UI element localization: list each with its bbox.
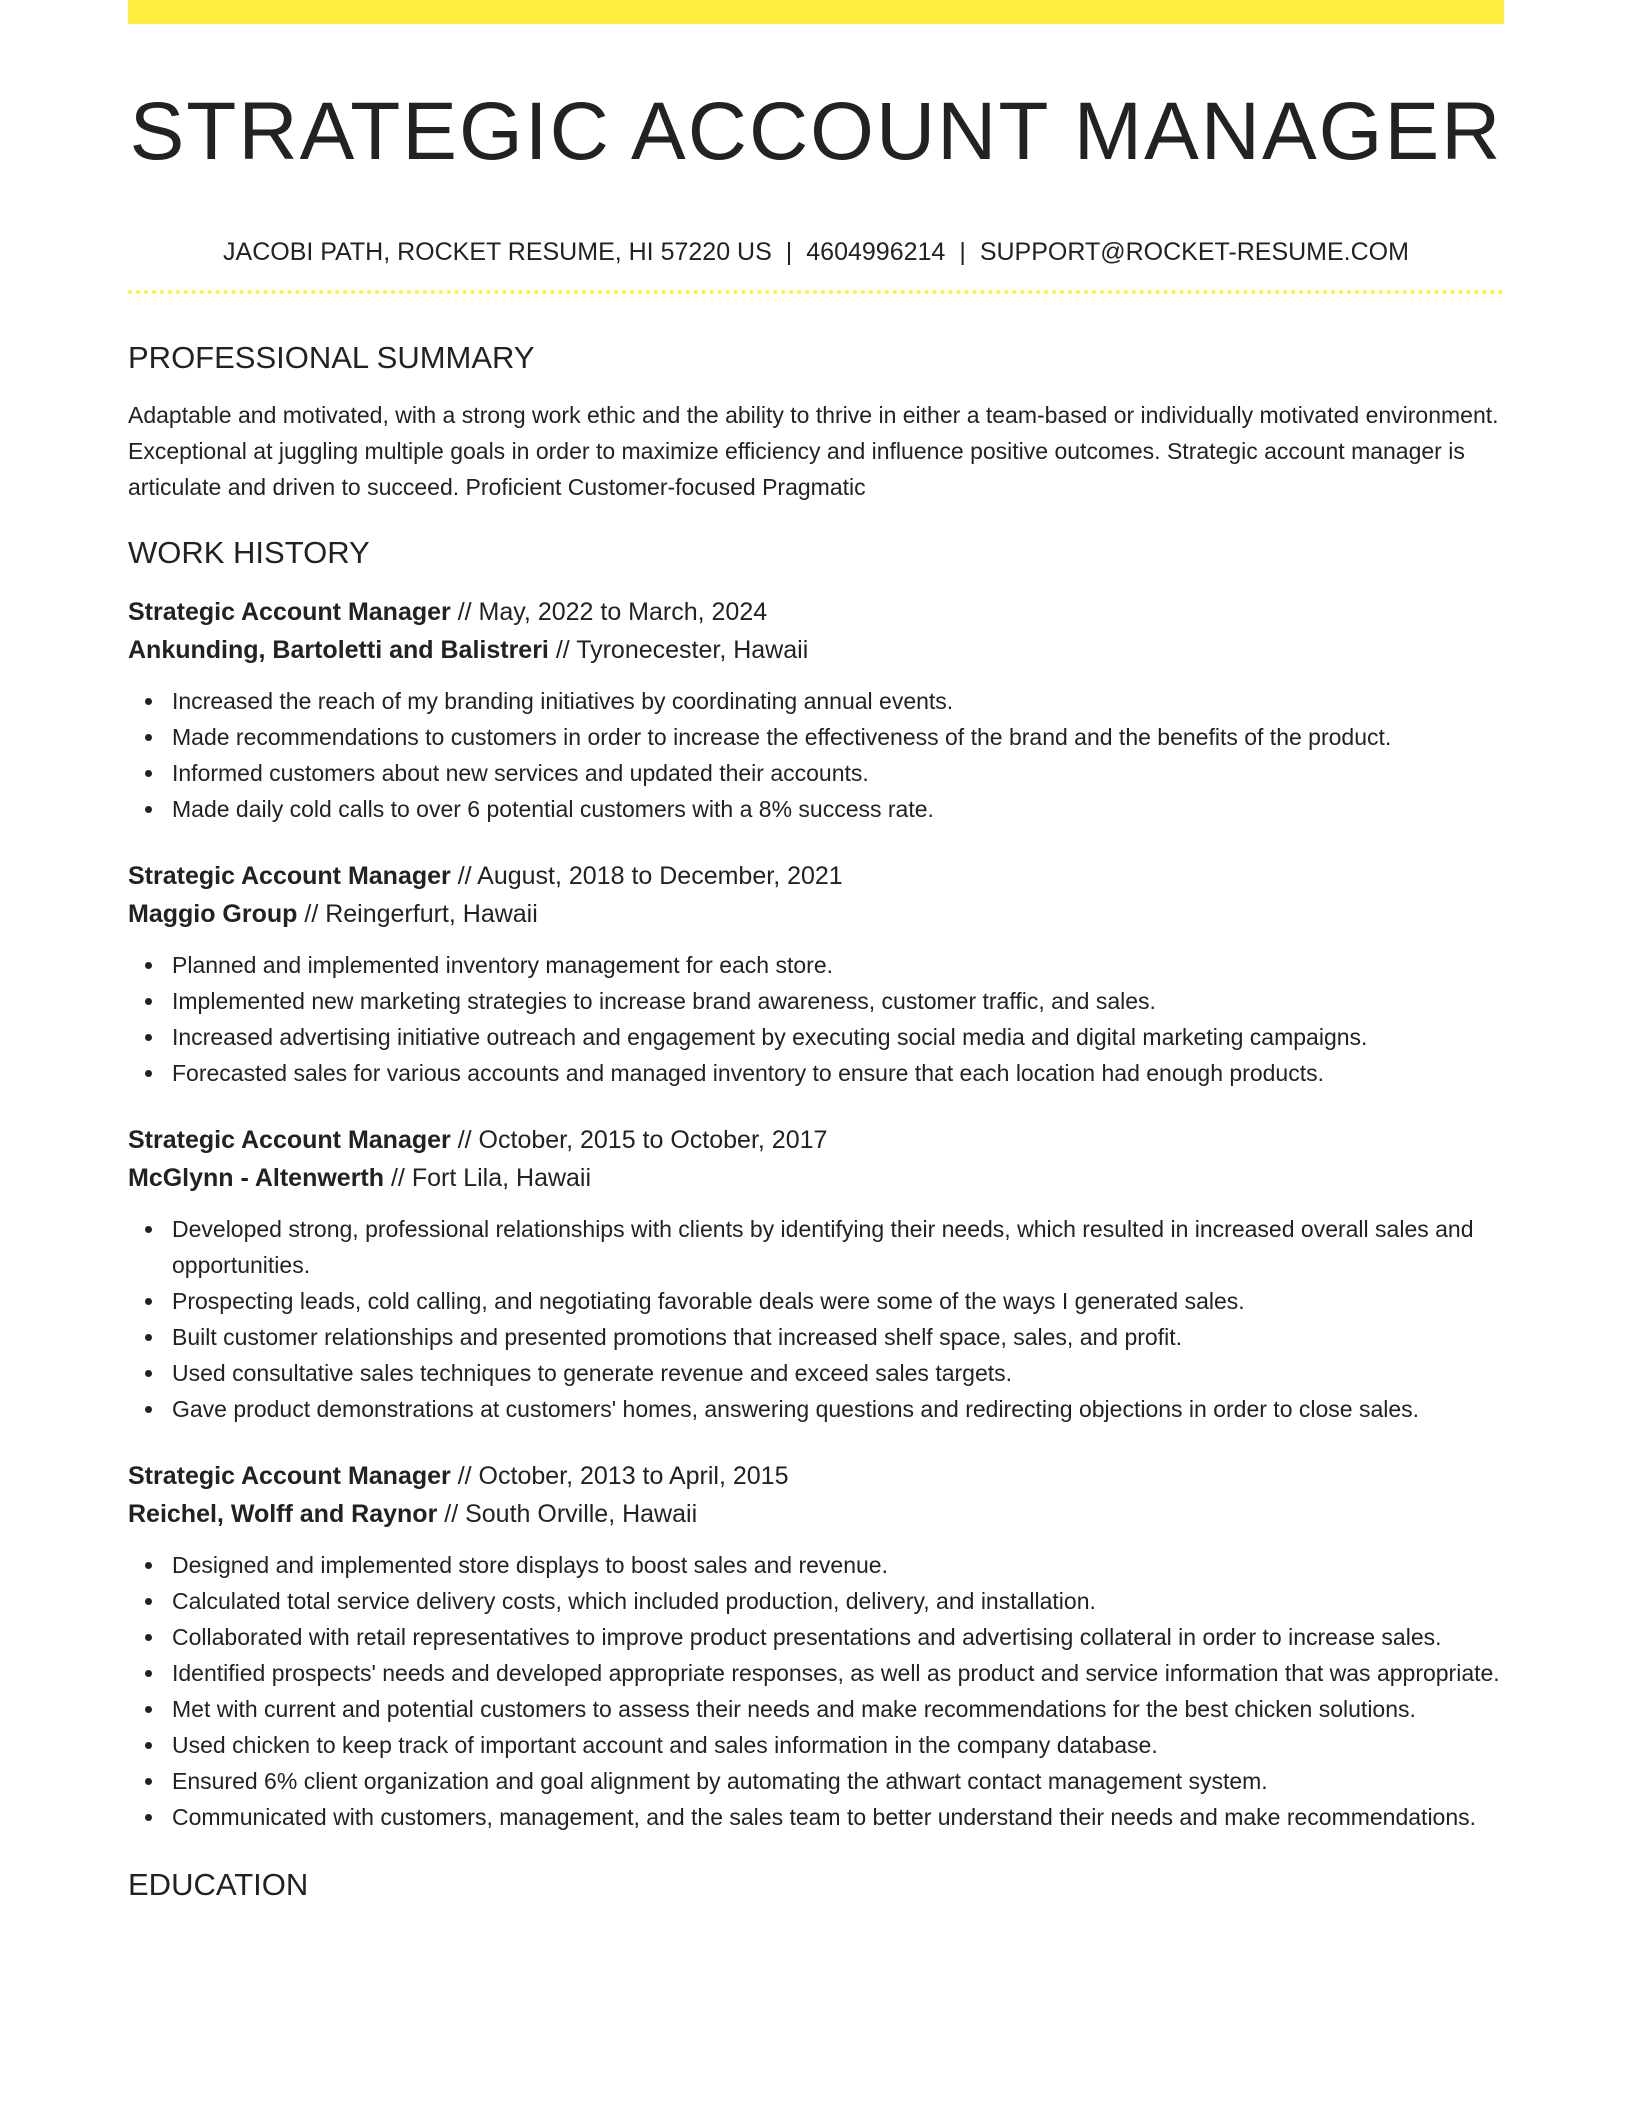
job-location: // Fort Lila, Hawaii: [384, 1164, 592, 1192]
job-role-line: [128, 1457, 1504, 1495]
job-role: Strategic Account Manager: [128, 1462, 451, 1490]
job-bullet: Ensured 6% client organization and goal alignment by automating the athwart contact management system.: [172, 1763, 1504, 1799]
job-dates: // October, 2015 to October, 2017: [450, 1126, 828, 1154]
contact-address: JACOBI PATH, ROCKET RESUME, HI 57220 US: [223, 238, 772, 266]
job-role-line: [128, 593, 1504, 631]
accent-top-bar: [128, 0, 1504, 24]
job-company: Ankunding, Bartoletti and Balistreri: [128, 636, 549, 664]
job-bullet: Informed customers about new services and updated their accounts.: [172, 755, 1504, 791]
job-role-line: [128, 1121, 1504, 1159]
job-bullet: Identified prospects' needs and developed appropriate responses, as well as product and service information that was appropriate.: [172, 1655, 1504, 1691]
job-bullet: Collaborated with retail representatives to improve product presentations and advertising collateral in order to increase sales.: [172, 1619, 1504, 1655]
job-company: McGlynn - Altenwerth: [128, 1164, 385, 1192]
job-bullet: Communicated with customers, management, and the sales team to better understand their needs and make recommendations.: [172, 1799, 1504, 1835]
job-bullet: Forecasted sales for various accounts and managed inventory to ensure that each location had enough products.: [172, 1055, 1504, 1091]
job-company: Maggio Group: [128, 900, 298, 928]
job-bullets: [128, 947, 1504, 1091]
job-bullet: Built customer relationships and presented promotions that increased shelf space, sales, and profit.: [172, 1319, 1504, 1355]
job-bullet: Prospecting leads, cold calling, and negotiating favorable deals were some of the ways I generated sales.: [172, 1283, 1504, 1319]
job-bullets: [128, 1211, 1504, 1427]
job-bullet: Developed strong, professional relationships with clients by identifying their needs, which resulted in increased overall sales and opportunities.: [172, 1211, 1504, 1283]
job-entry: [128, 857, 1504, 1091]
work-history-heading: WORK HISTORY: [128, 535, 370, 570]
job-bullet: Made recommendations to customers in order to increase the effectiveness of the brand and the benefits of the product.: [172, 719, 1504, 755]
job-location: // Tyronecester, Hawaii: [548, 636, 809, 664]
job-location: // Reingerfurt, Hawaii: [297, 900, 538, 928]
job-bullet: Increased the reach of my branding initiatives by coordinating annual events.: [172, 683, 1504, 719]
contact-email: SUPPORT@ROCKET-RESUME.COM: [979, 238, 1409, 266]
job-bullets: [128, 683, 1504, 827]
job-bullet: Calculated total service delivery costs, which included production, delivery, and installation.: [172, 1583, 1504, 1619]
job-location: // South Orville, Hawaii: [437, 1500, 698, 1528]
job-dates: // October, 2013 to April, 2015: [450, 1462, 789, 1490]
job-company-line: [128, 631, 1504, 669]
job-role: Strategic Account Manager: [128, 598, 451, 626]
job-entry: [128, 1121, 1504, 1427]
resume-page: [128, 0, 1504, 1905]
job-company-line: [128, 1495, 1504, 1533]
job-role-line: [128, 857, 1504, 895]
resume-title: STRATEGIC ACCOUNT MANAGER: [129, 86, 1503, 177]
dotted-divider: [128, 290, 1504, 294]
job-bullet: Made daily cold calls to over 6 potential customers with a 8% success rate.: [172, 791, 1504, 827]
education-heading: EDUCATION: [128, 1867, 309, 1902]
job-role: Strategic Account Manager: [128, 862, 451, 890]
summary-text: Adaptable and motivated, with a strong work ethic and the ability to thrive in either a team-based or individually motivated environment. Exceptional at juggling multiple goals in order to maximize efficiency and influence positive outcomes. Strategic account manager is articulate and driven to succeed. Proficient Customer-focused Pragmatic: [128, 402, 1499, 500]
job-bullet: Implemented new marketing strategies to increase brand awareness, customer traffic, and sales.: [172, 983, 1504, 1019]
contact-separator: |: [785, 238, 793, 266]
job-bullet: Met with current and potential customers to assess their needs and make recommendations for the best chicken solutions.: [172, 1691, 1504, 1727]
job-bullet: Planned and implemented inventory management for each store.: [172, 947, 1504, 983]
job-company-line: [128, 1159, 1504, 1197]
contact-separator: |: [959, 238, 966, 266]
job-company-line: [128, 895, 1504, 933]
job-bullet: Used consultative sales techniques to generate revenue and exceed sales targets.: [172, 1355, 1504, 1391]
job-bullets: [128, 1547, 1504, 1835]
job-bullet: Gave product demonstrations at customers' homes, answering questions and redirecting objections in order to close sales.: [172, 1391, 1504, 1427]
job-bullet: Increased advertising initiative outreach and engagement by executing social media and digital marketing campaigns.: [172, 1019, 1504, 1055]
contact-phone: 4604996214: [806, 238, 946, 266]
job-bullet: Used chicken to keep track of important account and sales information in the company database.: [172, 1727, 1504, 1763]
job-bullet: Designed and implemented store displays to boost sales and revenue.: [172, 1547, 1504, 1583]
summary-heading: PROFESSIONAL SUMMARY: [128, 340, 535, 375]
job-entry: [128, 593, 1504, 827]
job-dates: // May, 2022 to March, 2024: [450, 598, 768, 626]
job-entry: [128, 1457, 1504, 1835]
job-role: Strategic Account Manager: [128, 1126, 451, 1154]
job-dates: // August, 2018 to December, 2021: [450, 862, 843, 890]
contact-line: [128, 236, 1504, 268]
job-company: Reichel, Wolff and Raynor: [128, 1500, 438, 1528]
